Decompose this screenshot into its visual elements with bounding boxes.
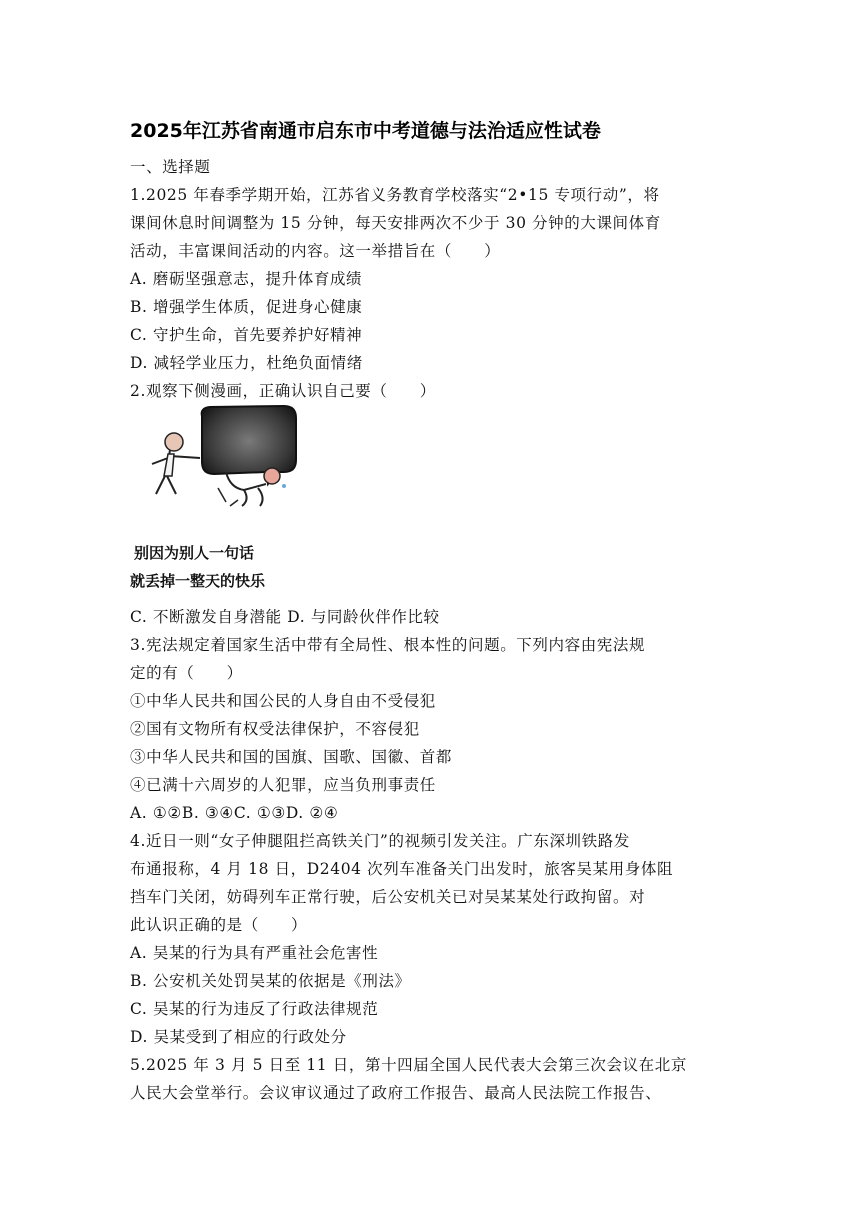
q5-stem-line: 人民大会堂举行。会议审议通过了政府工作报告、最高人民法院工作报告、: [130, 1084, 662, 1102]
q1-stem-line: 课间休息时间调整为 15 分钟，每天安排两次不少于 30 分钟的大课间体育: [130, 214, 661, 232]
q3-options: A. ①②B. ③④C. ①③D. ②④: [130, 804, 339, 822]
q3-item-3: ③中华人民共和国的国旗、国歌、国徽、首都: [130, 748, 453, 766]
q3-item-1: ①中华人民共和国公民的人身自由不受侵犯: [130, 692, 436, 710]
q3-item-2: ②国有文物所有权受法律保护，不容侵犯: [130, 720, 420, 738]
q4-option-b: B. 公安机关处罚吴某的依据是《刑法》: [130, 972, 411, 990]
q3-item-4: ④已满十六周岁的人犯罪，应当负刑事责任: [130, 776, 436, 794]
pointing-figure-head: [165, 433, 183, 451]
exam-title: 2025年江苏省南通市启东市中考道德与法治适应性试卷: [130, 120, 601, 142]
section-heading: 一、选择题: [130, 158, 211, 176]
q4-option-c: C. 吴某的行为违反了行政法律规范: [130, 1000, 379, 1018]
q3-stem-line: 定的有（ ）: [130, 664, 243, 682]
q1-option-b: B. 增强学生体质，促进身心健康: [130, 298, 363, 316]
q1-stem-line: 活动，丰富课间活动的内容。这一举措旨在（ ）: [130, 242, 501, 260]
q4-option-a: A. 吴某的行为具有严重社会危害性: [130, 944, 379, 962]
q4-stem-line: 挡车门关闭，妨碍列车正常行驶，后公安机关已对吴某某处行政拘留。对: [130, 888, 646, 906]
q4-stem-line: 4.近日一则“女子伸腿阻拦高铁关门”的视频引发关注。广东深圳铁路发: [130, 832, 630, 850]
q4-option-d: D. 吴某受到了相应的行政处分: [130, 1028, 347, 1046]
q1-option-a: A. 磨砺坚强意志，提升体育成绩: [130, 270, 363, 288]
q3-stem-line: 3.宪法规定着国家生活中带有全局性、根本性的问题。下列内容由宪法规: [130, 636, 646, 654]
q4-stem-line: 此认识正确的是（ ）: [130, 916, 308, 934]
q5-stem-line: 5.2025 年 3 月 5 日至 11 日，第十四届全国人民代表大会第三次会议在北京: [130, 1056, 687, 1074]
q4-stem-line: 布通报称，4 月 18 日，D2404 次列车准备关门出发时，旅客吴某用身体阻: [130, 860, 674, 878]
q2-stem: 2.观察下侧漫画，正确认识自己要（ ）: [130, 382, 436, 400]
crushed-figure-head: [264, 468, 280, 484]
comic-illustration: [126, 402, 306, 598]
comic-caption-line-2: 就丢掉一整天的快乐: [130, 572, 266, 590]
q1-stem-line: 1.2025 年春季学期开始，江苏省义务教育学校落实“2•15 专项行动”，将: [130, 186, 660, 204]
q1-option-d: D. 减轻学业压力，杜绝负面情绪: [130, 354, 363, 372]
comic-caption-line-1: 别因为别人一句话: [134, 544, 255, 562]
q1-option-c: C. 守护生命，首先要养护好精神: [130, 326, 363, 344]
q2-options: C. 不断激发自身潜能 D. 与同龄伙伴作比较: [130, 608, 440, 626]
speech-bubble-shape: [202, 406, 296, 484]
